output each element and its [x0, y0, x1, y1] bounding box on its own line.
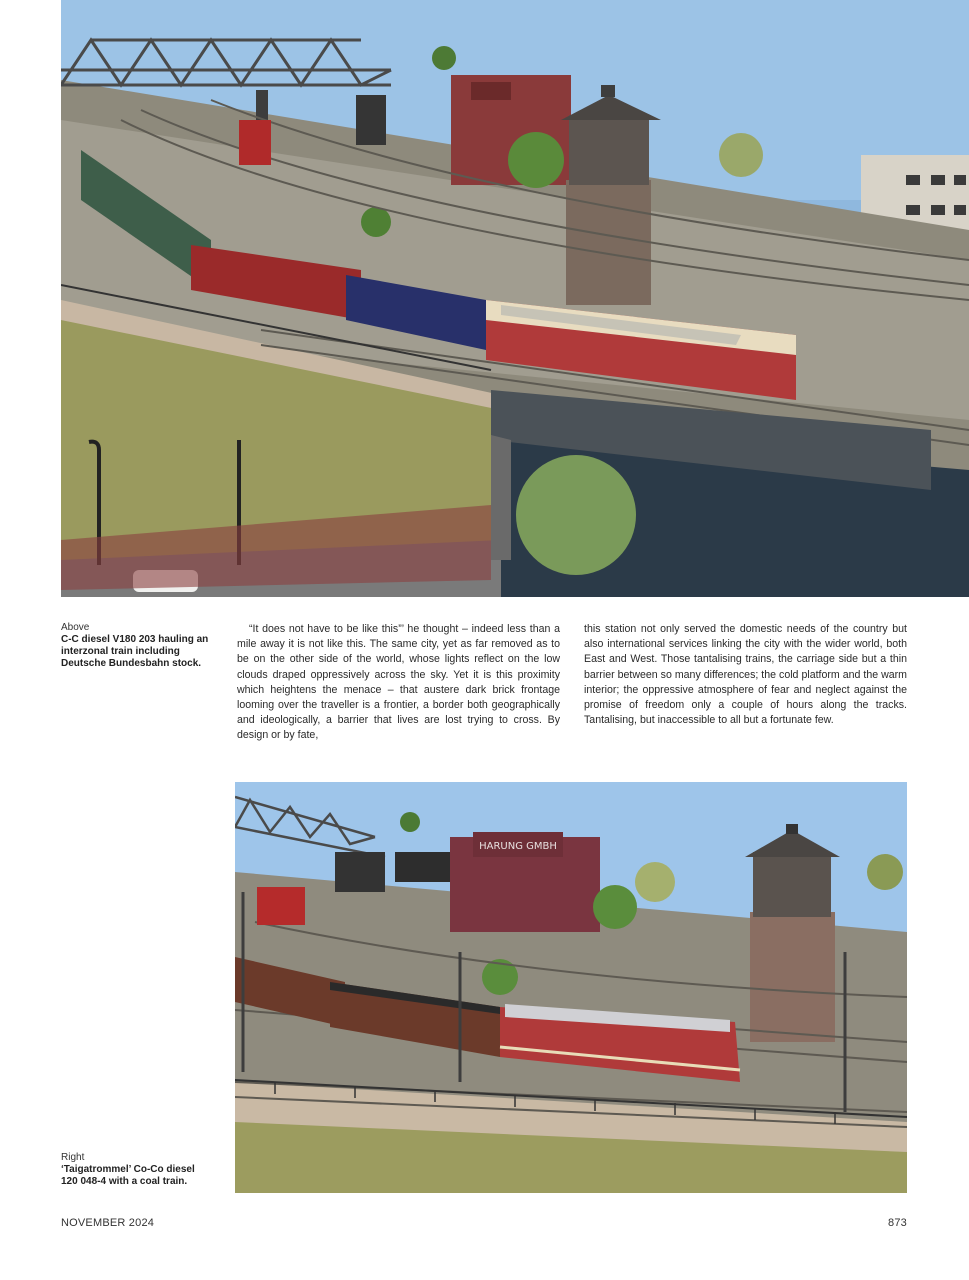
body-paragraph-1: “It does not have to be like this”’ he thought – indeed less than a mile away it is not like this. The same city, yet as far removed as to be on the other side of the world, whose lights reflect on the low clouds draped oppressively across the sky. Yet it is this proximity which heightens the menace – that austere dark brick frontage looming over the traveller is a frontier, a border both geographically and ideologically, a barrier that lives are lost trying to cross. By design or by fate,: [237, 623, 560, 742]
water-tower: [561, 85, 661, 305]
photo-top-layout: [61, 0, 969, 597]
photo-bottom-layout: [235, 782, 907, 1193]
caption-above-lead: Above: [61, 622, 90, 633]
photo-bottom-illustration: [235, 782, 907, 1193]
photo-top-illustration: [61, 0, 969, 597]
caption-right: [61, 1152, 211, 1188]
caption-above-text: C-C diesel V180 203 hauling an interzonal train including Deutsche Bundesbahn stock.: [61, 634, 209, 669]
body-column-1: [237, 622, 560, 744]
caption-right-lead: Right: [61, 1152, 85, 1163]
body-column-2: [584, 622, 907, 728]
factory-sign-text: HARUNG GMBH: [479, 841, 557, 852]
body-paragraph-2: this station not only served the domestic needs of the country but also international services linking the city with the wider world, both East and West. Those tantalising trains, the carriage side but a thin barrier between so many differences; the cold platform and the warm interior; the oppressive atmosphere of fear and neglect against the promise of freedom only a couple of hours along the tracks. Tantalising, but inaccessible to all but a fortunate few.: [584, 623, 907, 727]
caption-right-text: ‘Taigatrommel’ Co-Co diesel 120 048-4 with a coal train.: [61, 1164, 195, 1187]
water-tower-bottom: [745, 824, 840, 1042]
footer-issue-date: NOVEMBER 2024: [61, 1217, 155, 1229]
footer-page-number: 873: [888, 1217, 907, 1229]
caption-above: [61, 622, 211, 670]
foreground-tree: [516, 455, 636, 575]
